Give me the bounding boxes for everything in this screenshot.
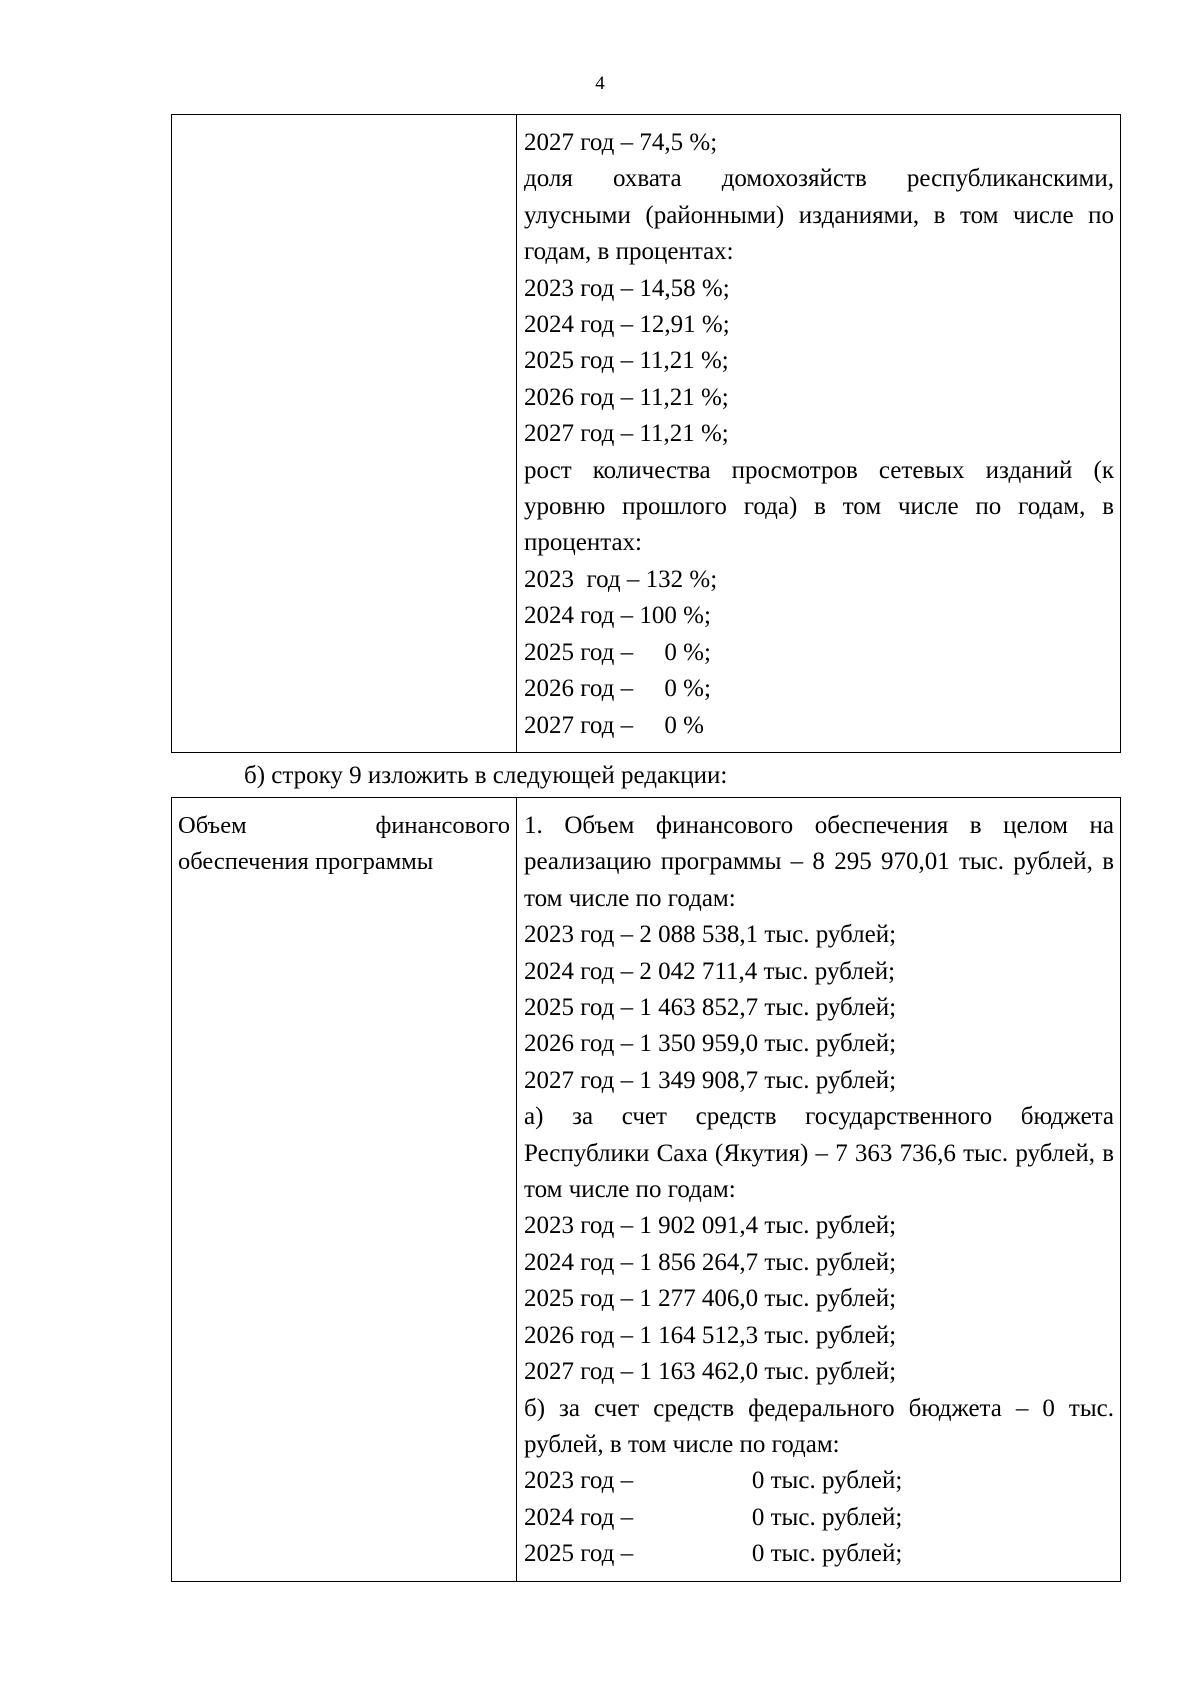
- financing-values: [517, 798, 1120, 1581]
- indicator-line: 2025 год – 0 %;: [524, 638, 711, 666]
- indicator-line: 2026 год – 11,21 %;: [524, 383, 729, 411]
- financing-line: 2024 год – 0 тыс. рублей;: [524, 1503, 903, 1531]
- indicator-line: 2027 год – 0 %: [524, 711, 704, 739]
- passport-table-continued: [171, 114, 1121, 753]
- financing-line: 2025 год – 1 463 852,7 тыс. рублей;: [524, 994, 897, 1022]
- indicator-line: 2027 год – 74,5 %;: [524, 129, 718, 156]
- indicator-line: 2023 год – 132 %;: [524, 565, 718, 593]
- indicator-line: 2025 год – 11,21 %;: [524, 347, 729, 375]
- indicator-line: 2027 год – 11,21 %;: [524, 420, 729, 448]
- row-label: [172, 115, 516, 133]
- table-cell-financing: [517, 798, 1121, 1582]
- table-cell-indicators: [517, 115, 1121, 753]
- financing-line: 2027 год – 1 163 462,0 тыс. рублей;: [524, 1358, 897, 1386]
- financing-line: 2025 год – 1 277 406,0 тыс. рублей;: [524, 1285, 897, 1313]
- indicator-values: [517, 115, 1120, 752]
- indicator-line: 2024 год – 100 %;: [524, 602, 711, 630]
- financing-paragraph: б) за счет средств федерального бюджета – 0 тыс. рублей, в том числе по годам:: [524, 1394, 1114, 1458]
- table-row: [172, 115, 1121, 753]
- financing-line: 2023 год – 1 902 091,4 тыс. рублей;: [524, 1212, 897, 1240]
- indicator-line: 2023 год – 14,58 %;: [524, 274, 730, 302]
- financing-line: 2025 год – 0 тыс. рублей;: [524, 1540, 903, 1568]
- financing-line: 2024 год – 1 856 264,7 тыс. рублей;: [524, 1248, 897, 1276]
- indicator-paragraph: доля охвата домохозяйств республиканскими, улусными (районными) изданиями, в том числе по годам, в процентах:: [524, 165, 1114, 266]
- page-number: 4: [595, 73, 605, 94]
- table-cell-label: [172, 798, 517, 1582]
- table-row: [172, 798, 1121, 1582]
- financing-line: 2026 год – 1 164 512,3 тыс. рублей;: [524, 1321, 897, 1349]
- row-label: Объем финансового обеспечения программы: [178, 812, 510, 876]
- amendment-instruction: б) строку 9 изложить в следующей редакции:: [244, 762, 728, 789]
- indicator-paragraph: рост количества просмотров сетевых изданий (к уровню прошлого года) в том числе по годам, в процентах:: [524, 456, 1114, 557]
- financing-line: 2023 год – 0 тыс. рублей;: [524, 1467, 903, 1495]
- indicator-line: 2026 год – 0 %;: [524, 675, 711, 703]
- financing-line: 2023 год – 2 088 538,1 тыс. рублей;: [524, 921, 897, 949]
- financing-table: [171, 797, 1121, 1582]
- financing-line: 2027 год – 1 349 908,7 тыс. рублей;: [524, 1066, 897, 1094]
- table-cell-label-empty: [172, 115, 517, 753]
- financing-line: 2024 год – 2 042 711,4 тыс. рублей;: [524, 957, 896, 985]
- indicator-line: 2024 год – 12,91 %;: [524, 311, 730, 339]
- financing-line: 2026 год – 1 350 959,0 тыс. рублей;: [524, 1030, 897, 1058]
- financing-paragraph: 1. Объем финансового обеспечения в целом на реализацию программы – 8 295 970,01 тыс. рублей, в том числе по годам:: [524, 812, 1114, 912]
- financing-paragraph: а) за счет средств государственного бюджета Республики Саха (Якутия) – 7 363 736,6 тыс. рублей, в том числе по годам:: [524, 1103, 1114, 1204]
